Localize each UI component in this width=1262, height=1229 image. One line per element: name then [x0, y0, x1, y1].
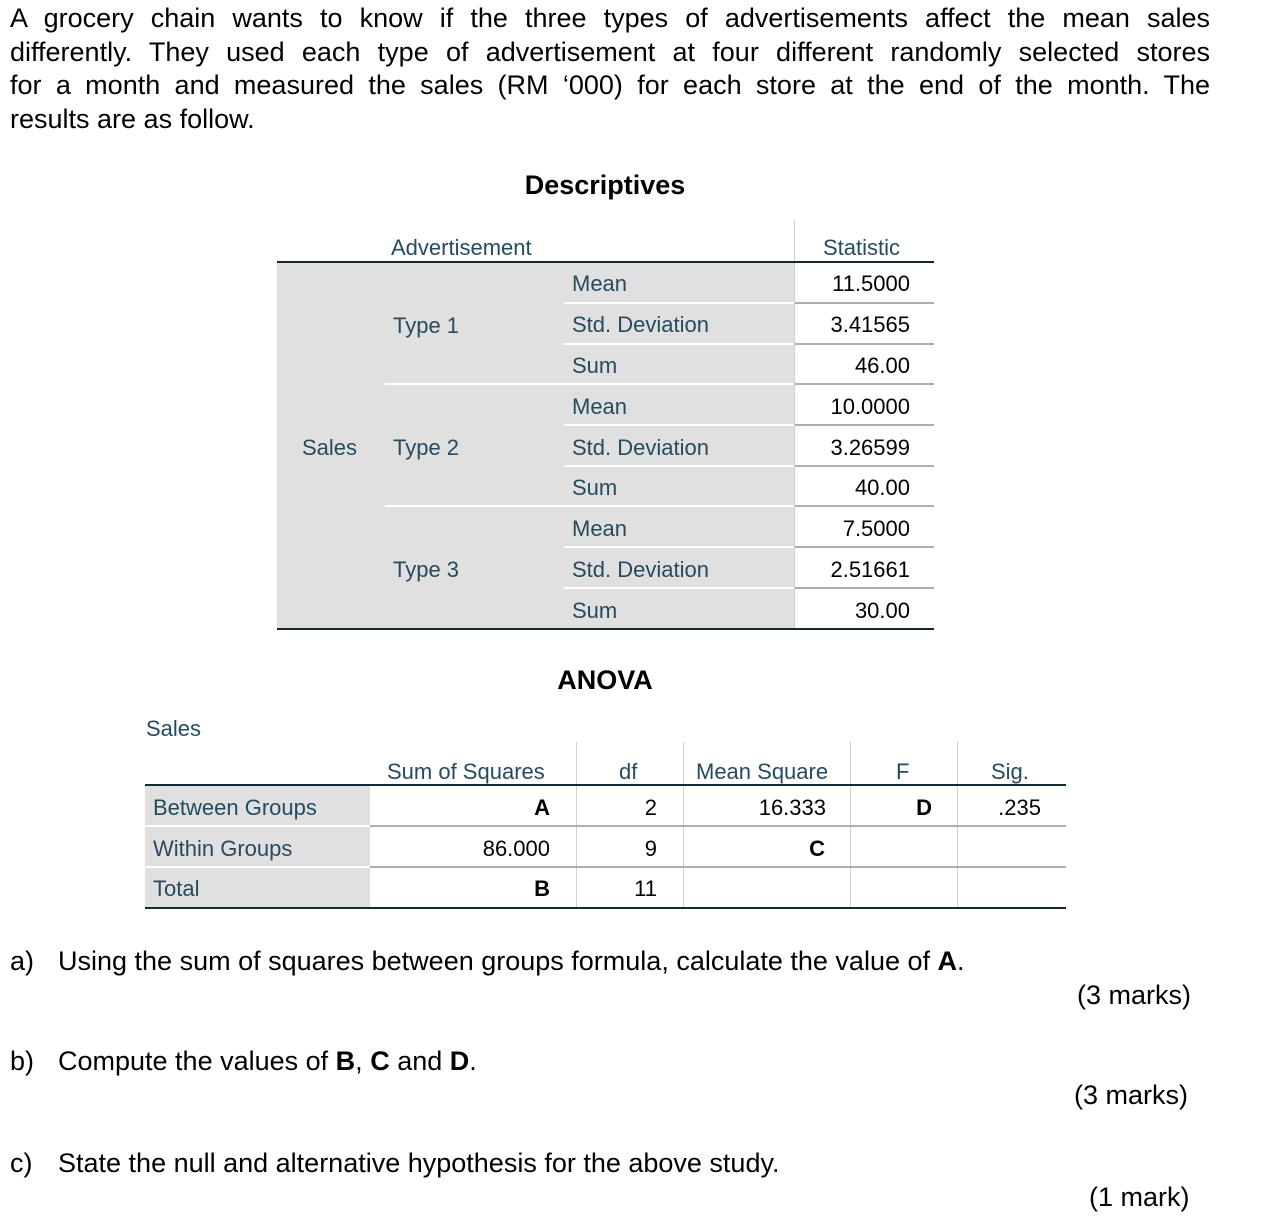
stat-label: Sum	[572, 353, 618, 378]
ss-value: 86.000	[482, 836, 550, 861]
ss-value: B	[534, 876, 550, 901]
stat-value: 2.51661	[830, 557, 910, 582]
descriptives-title: Descriptives	[524, 170, 686, 200]
row-label: Between Groups	[153, 795, 317, 820]
df-value: 9	[644, 836, 657, 861]
header-sig: Sig.	[991, 759, 1029, 784]
intro-line: results are as follow.	[10, 103, 255, 134]
header-sum-of-squares: Sum of Squares	[387, 759, 545, 784]
question-c: c) State the null and alternative hypothesis for the above study.	[10, 1148, 780, 1178]
ms-value: C	[809, 836, 825, 861]
header-statistic: Statistic	[823, 235, 901, 260]
stat-value: 46.00	[854, 353, 910, 378]
intro-line: A grocery chain wants to know if the three types of advertisements affect the mean sales	[10, 3, 1210, 33]
anova-variable: Sales	[146, 716, 202, 741]
stat-label: Sum	[572, 598, 618, 623]
stat-value: 11.5000	[832, 271, 910, 296]
df-value: 11	[634, 876, 657, 901]
question-c-marks: (1 mark)	[1089, 1182, 1190, 1212]
stat-value: 10.0000	[830, 394, 910, 419]
group-label: Type 2	[393, 435, 460, 460]
row-label: Within Groups	[153, 836, 293, 861]
stat-value: 30.00	[854, 598, 910, 623]
stat-label: Mean	[572, 516, 628, 541]
question-b: b) Compute the values of B, C and D.	[10, 1046, 477, 1076]
stat-label: Mean	[572, 271, 628, 296]
header-mean-square: Mean Square	[696, 759, 829, 784]
intro-line: for a month and measured the sales (RM ‘000) for each store at the end of the month. The	[10, 70, 1210, 100]
stat-value: 40.00	[854, 475, 910, 500]
ss-value: A	[534, 795, 550, 820]
question-b-marks: (3 marks)	[1074, 1080, 1188, 1110]
header-advertisement: Advertisement	[391, 235, 532, 260]
intro-line: differently. They used each type of advertisement at four different randomly selected stores	[10, 36, 1210, 67]
header-f: F	[896, 759, 910, 784]
stat-value: 3.41565	[830, 312, 910, 337]
stat-value: 7.5000	[842, 516, 910, 541]
stat-value: 3.26599	[830, 435, 910, 460]
stat-label: Sum	[572, 475, 618, 500]
question-c-label: c)	[10, 1148, 33, 1178]
stat-label: Std. Deviation	[572, 435, 709, 460]
question-b-label: b)	[10, 1046, 35, 1076]
stat-label: Std. Deviation	[572, 557, 709, 582]
sig-value: .235	[998, 795, 1041, 820]
intro-paragraph	[10, 2, 1210, 136]
question-a-marks: (3 marks)	[1077, 980, 1191, 1010]
question-a: a) Using the sum of squares between groups formula, calculate the value of A.	[10, 946, 965, 976]
row-label: Total	[153, 876, 200, 901]
group-label: Type 3	[393, 557, 460, 582]
f-value: D	[916, 795, 932, 820]
question-a-label: a)	[10, 946, 35, 976]
stat-label: Mean	[572, 394, 628, 419]
header-df: df	[619, 759, 638, 784]
ms-value: 16.333	[758, 795, 826, 820]
df-value: 2	[644, 795, 657, 820]
variable-label: Sales	[302, 435, 358, 460]
group-label: Type 1	[393, 313, 460, 338]
anova-title: ANOVA	[557, 665, 653, 695]
stat-label: Std. Deviation	[572, 312, 709, 337]
